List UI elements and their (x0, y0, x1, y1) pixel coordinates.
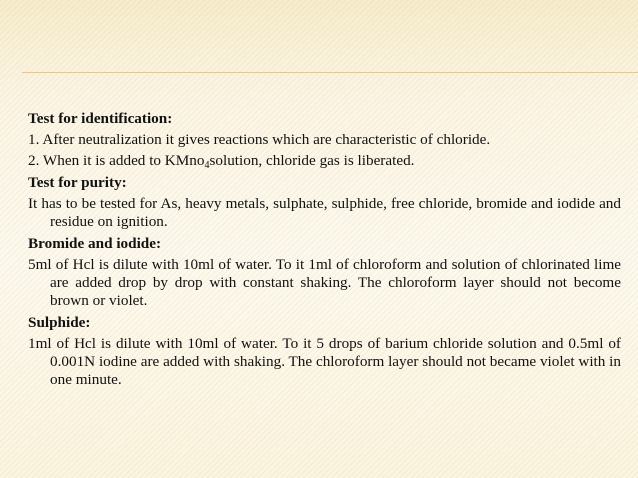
item2-text-after: solution, chloride gas is liberated. (209, 152, 415, 169)
identification-item-2 (28, 152, 621, 170)
bromide-paragraph: 5ml of Hcl is dilute with 10ml of water. To it 1ml of chloroform and solution of chlorinated lime are added drop by drop with constant shaking. The chloroform layer should not become brown or violet. (28, 256, 621, 309)
sulphide-paragraph: 1ml of Hcl is dilute with 10ml of water. To it 5 drops of barium chloride solution and 0.5ml of 0.001N iodine are added with shaking. The chloroform layer should not became violet with in one minute. (28, 335, 621, 388)
purity-paragraph: It has to be tested for As, heavy metals, sulphate, sulphide, free chloride, bromide and iodide and residue on ignition. (28, 195, 621, 230)
heading-identification: Test for identification: (28, 110, 173, 127)
title-divider (22, 72, 638, 73)
item2-subscript: 4 (204, 160, 210, 171)
slide-content (28, 110, 621, 389)
heading-sulphide: Sulphide: (28, 314, 91, 331)
item2-text-before: 2. When it is added to KMno (28, 152, 205, 169)
identification-item-1: 1. After neutralization it gives reactions which are characteristic of chloride. (28, 131, 491, 148)
heading-bromide-iodide: Bromide and iodide: (28, 235, 162, 252)
heading-purity: Test for purity: (28, 174, 127, 191)
